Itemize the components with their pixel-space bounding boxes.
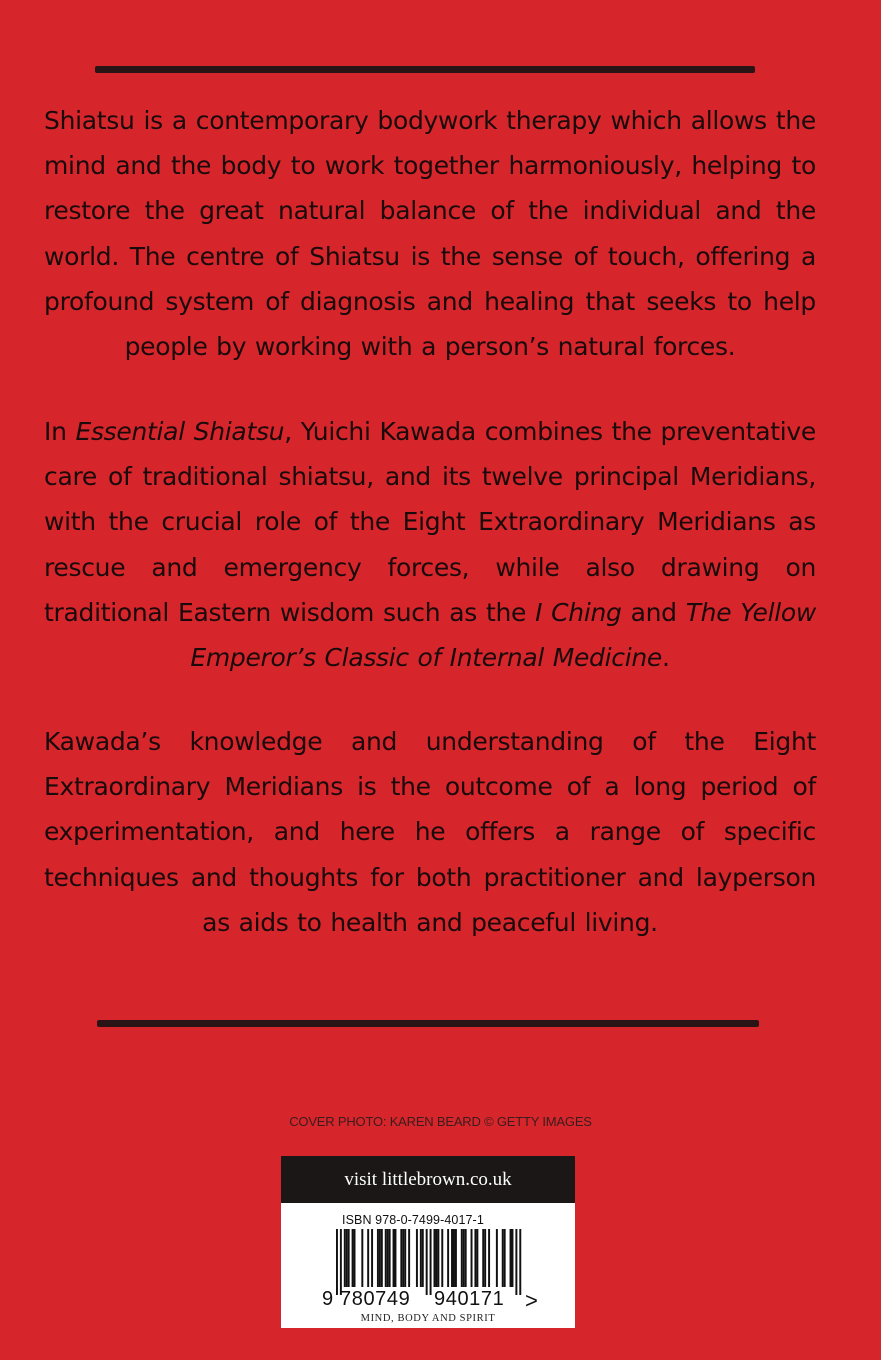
bottom-divider bbox=[97, 1020, 759, 1027]
barcode-bar bbox=[340, 1229, 342, 1295]
barcode-bar bbox=[426, 1229, 428, 1295]
barcode-bar bbox=[422, 1229, 424, 1287]
barcode-bar bbox=[393, 1229, 395, 1287]
barcode-bar bbox=[352, 1229, 354, 1287]
barcode-bar bbox=[447, 1229, 449, 1287]
category-label: MIND, BODY AND SPIRIT bbox=[360, 1313, 496, 1324]
barcode-bar bbox=[471, 1229, 473, 1287]
barcode-bar bbox=[437, 1229, 439, 1287]
barcode-bar bbox=[451, 1229, 453, 1287]
publisher-link[interactable]: visit littlebrown.co.uk bbox=[281, 1156, 575, 1203]
reference-title: The Yellow Emperor’s Classic of Internal Medicine bbox=[190, 597, 817, 673]
blurb-text: In bbox=[44, 417, 76, 446]
barcode-bar bbox=[381, 1229, 383, 1287]
blurb-paragraph-3: Kawada’s knowledge and understanding of the Eight Extraordinary Meridians is the outcome of a long period of experimentation, and here he offers a range of specific techniques and thoughts for both practitioner and layperson as aids to health and peaceful living. bbox=[44, 727, 816, 937]
barcode-bar bbox=[336, 1229, 338, 1295]
barcode-bar bbox=[346, 1229, 348, 1287]
barcode-bar bbox=[367, 1229, 369, 1287]
barcode-bar bbox=[430, 1229, 432, 1295]
barcode-bar bbox=[387, 1229, 389, 1287]
barcode-bar bbox=[408, 1229, 410, 1287]
barcode-bar bbox=[482, 1229, 484, 1287]
barcode-bar bbox=[435, 1229, 437, 1287]
barcode-bar bbox=[474, 1229, 476, 1287]
barcode-bar bbox=[420, 1229, 422, 1287]
barcode-bar bbox=[416, 1229, 418, 1287]
barcode-bar bbox=[496, 1229, 498, 1287]
barcode-bar bbox=[515, 1229, 517, 1295]
barcode-bar bbox=[519, 1229, 521, 1295]
cover-photo-credit: COVER PHOTO: KAREN BEARD © GETTY IMAGES bbox=[289, 1114, 592, 1129]
barcode-bar bbox=[488, 1229, 490, 1287]
barcode-bar bbox=[344, 1229, 346, 1287]
barcode-bar bbox=[400, 1229, 402, 1287]
book-title: Essential Shiatsu bbox=[75, 417, 285, 446]
barcode-panel bbox=[281, 1156, 575, 1328]
barcode-digits-right: 940171 bbox=[434, 1288, 505, 1310]
barcode-bar bbox=[402, 1229, 404, 1287]
barcode-bar bbox=[484, 1229, 486, 1287]
barcode-bar bbox=[379, 1229, 381, 1287]
barcode-bar bbox=[348, 1229, 350, 1287]
barcode-bar bbox=[361, 1229, 363, 1287]
barcode-digits-left: 780749 bbox=[340, 1288, 411, 1310]
barcode-digit-first: 9 bbox=[322, 1288, 334, 1310]
blurb-paragraph-1: Shiatsu is a contemporary bodywork therapy which allows the mind and the body to work together harmoniously, helping to restore the great natural balance of the individual and the world. The centre of Shiatsu is the sense of touch, offering a profound system of diagnosis and healing that seeks to help people by working with a person’s natural forces. bbox=[44, 106, 816, 362]
barcode-bar bbox=[504, 1229, 506, 1287]
barcode-bar bbox=[465, 1229, 467, 1287]
blurb-text: , Yuichi Kawada combines the preventative care of traditional shiatsu, and its twelve principal Meridians, with the crucial role of the Eight Extraordinary Meridians as rescue and emergency forces, while also drawing on traditional Eastern wisdom such as the bbox=[44, 417, 816, 627]
barcode-bar bbox=[512, 1229, 514, 1287]
barcode-arrow: > bbox=[525, 1288, 538, 1313]
isbn-label: ISBN 978-0-7499-4017-1 bbox=[342, 1213, 484, 1227]
barcode-bar bbox=[510, 1229, 512, 1287]
blurb-paragraph-2 bbox=[44, 409, 816, 680]
barcode-bar bbox=[463, 1229, 465, 1287]
barcode-bar bbox=[395, 1229, 397, 1287]
barcode-bar bbox=[476, 1229, 478, 1287]
barcode-bar bbox=[502, 1229, 504, 1287]
barcode-bar bbox=[404, 1229, 406, 1287]
barcode-bar bbox=[371, 1229, 373, 1287]
blurb-text: . bbox=[662, 643, 670, 673]
barcode-bar bbox=[377, 1229, 379, 1287]
barcode-bar bbox=[453, 1229, 455, 1287]
barcode-bar bbox=[385, 1229, 387, 1287]
barcode-bar bbox=[461, 1229, 463, 1287]
blurb-text: and bbox=[621, 597, 686, 627]
barcode-bar bbox=[455, 1229, 457, 1287]
barcode-bar bbox=[441, 1229, 443, 1287]
reference-title: I Ching bbox=[535, 597, 622, 627]
barcode-bar bbox=[434, 1229, 436, 1287]
top-divider bbox=[95, 66, 755, 73]
barcode-bar bbox=[389, 1229, 391, 1287]
barcode-bar bbox=[354, 1229, 356, 1287]
